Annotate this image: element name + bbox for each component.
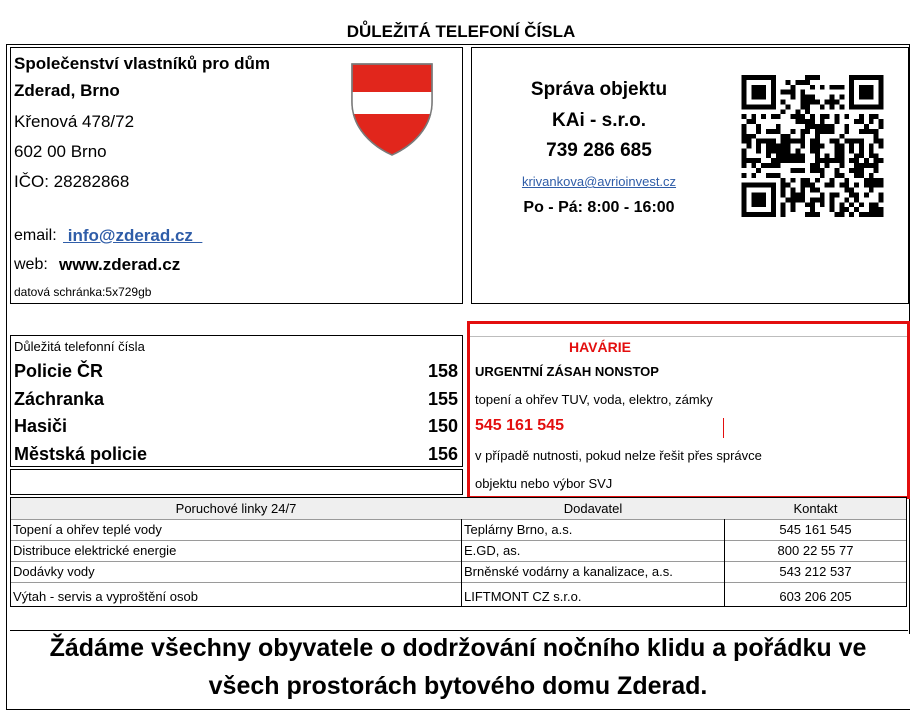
brno-coat-of-arms-icon: [350, 62, 434, 156]
sprava-title: Správa objektu: [530, 79, 668, 100]
important-number: 158: [427, 361, 458, 381]
havarie-note-line1: v případě nutnosti, pokud nelze řešit přes správce: [475, 448, 762, 463]
sprava-company: KAi - s.r.o.: [552, 110, 646, 131]
havarie-services: topení a ohřev TUV, voda, elektro, zámky: [475, 392, 713, 407]
important-header: Důležitá telefonní čísla: [14, 339, 145, 354]
notice-line2: všech prostorách bytového domu Zderad.: [208, 672, 708, 700]
sprava-phone: 739 286 685: [546, 140, 652, 161]
table-cell: Výtah - servis a vyproštění osob: [13, 589, 198, 604]
svj-ico: IČO: 28282868: [14, 172, 130, 191]
havarie-box: [467, 321, 910, 499]
havarie-title: HAVÁRIE: [569, 339, 631, 355]
important-name: Městská policie: [14, 444, 148, 464]
table-cell: 603 206 205: [779, 589, 852, 604]
sprava-hours: Po - Pá: 8:00 - 16:00: [523, 199, 675, 216]
havarie-note-line2: objektu nebo výbor SVJ: [475, 476, 613, 491]
page-title: DŮLEŽITÁ TELEFONÍ ČÍSLA: [346, 22, 576, 41]
table-cell: 545 161 545: [779, 522, 852, 537]
notice-line1: Žádáme všechny obyvatele o dodržování nočního klidu a pořádku ve: [49, 634, 867, 662]
svj-name-line2: Zderad, Brno: [14, 81, 120, 100]
table-cell: 543 212 537: [779, 564, 852, 579]
table-cell: 800 22 55 77: [777, 543, 854, 558]
havarie-phone: 545 161 545: [475, 417, 564, 434]
important-name: Záchranka: [14, 389, 105, 409]
svj-web[interactable]: www.zderad.cz: [59, 255, 181, 274]
table-cell: LIFTMONT CZ s.r.o.: [464, 589, 582, 604]
qr-code-icon: [740, 75, 885, 217]
important-number: 150: [427, 416, 458, 436]
table-header-cell: Kontakt: [793, 501, 838, 516]
table-cell: E.GD, as.: [464, 543, 521, 558]
important-number: 156: [427, 444, 458, 464]
table-cell: Brněnské vodárny a kanalizace, a.s.: [464, 564, 673, 579]
table-cell: Distribuce elektrické energie: [13, 543, 177, 558]
svj-email-label: email:: [14, 227, 57, 244]
table-cell: Teplárny Brno, a.s.: [464, 522, 573, 537]
important-name: Policie ČR: [14, 361, 104, 381]
svj-name-line1: Společenství vlastníků pro dům: [14, 54, 271, 73]
table-header-cell: Dodavatel: [563, 501, 623, 516]
havarie-urgent: URGENTNÍ ZÁSAH NONSTOP: [475, 364, 659, 379]
important-name: Hasiči: [14, 416, 68, 436]
important-number: 155: [427, 389, 458, 409]
svj-email-link[interactable]: info@zderad.cz: [63, 226, 203, 245]
svj-web-label: web:: [14, 256, 48, 273]
table-cell: Topení a ohřev teplé vody: [13, 522, 162, 537]
sprava-email-link[interactable]: krivankova@avrioinvest.cz: [521, 174, 677, 189]
svj-datova-schranka: datová schránka:5x729gb: [14, 285, 152, 299]
svj-city: 602 00 Brno: [14, 142, 107, 161]
svj-street: Křenová 478/72: [14, 112, 135, 131]
table-cell: Dodávky vody: [13, 564, 95, 579]
spacer-cell: [10, 469, 463, 495]
table-header-cell: Poruchové linky 24/7: [175, 501, 297, 516]
